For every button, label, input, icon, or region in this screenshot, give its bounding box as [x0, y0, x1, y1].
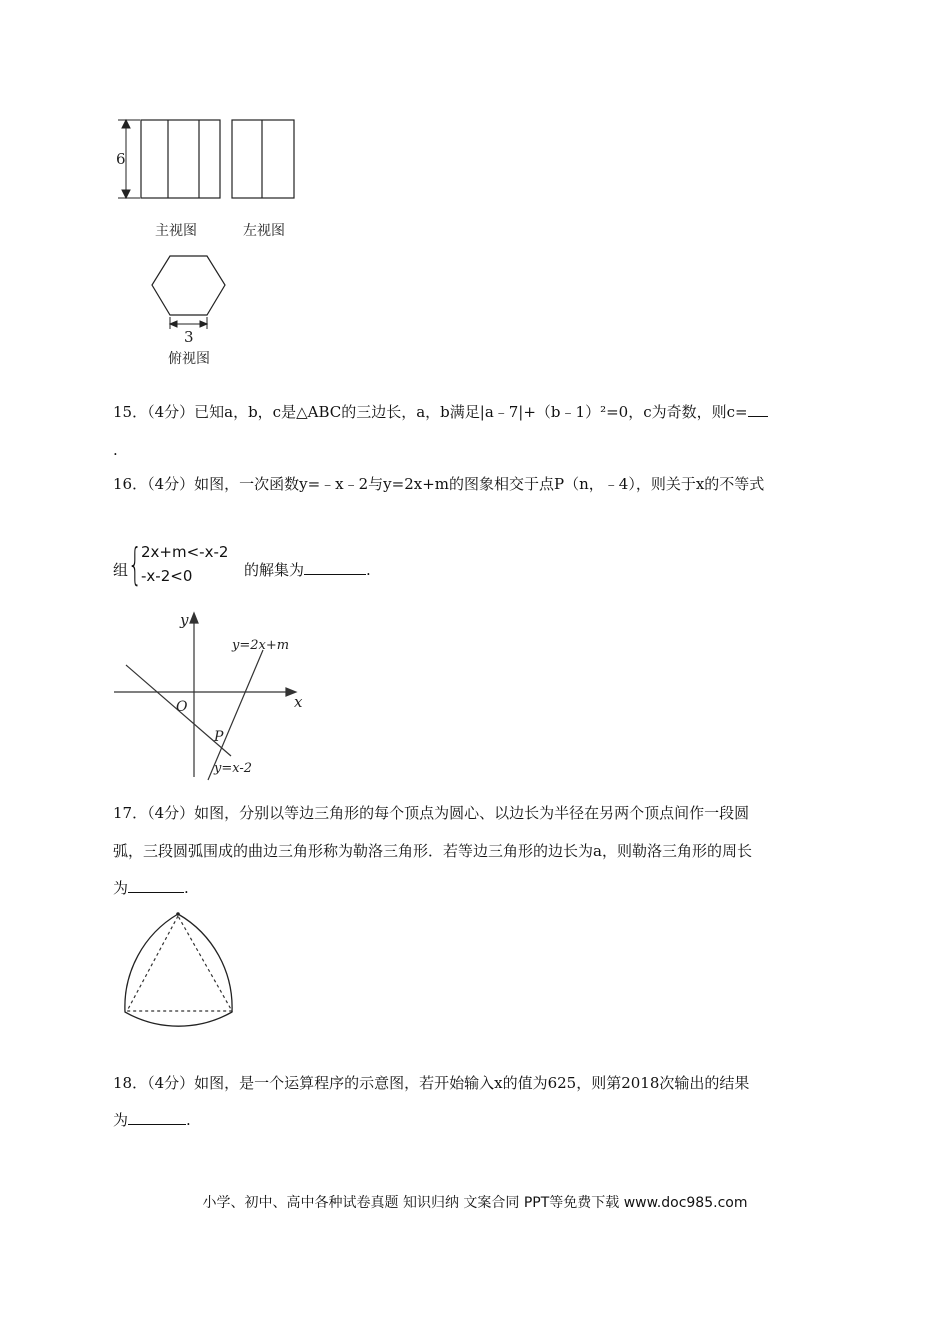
answer-blank-18	[128, 1110, 186, 1125]
x-axis	[114, 688, 296, 696]
question-17-line3	[113, 878, 189, 898]
three-views-figure	[110, 110, 310, 370]
inequality-1: 2x+m<-x-2	[141, 543, 229, 561]
question-17-line2: 弧，三段圆弧围成的曲边三角形称为勒洛三角形．若等边三角形的边长为a，则勒洛三角形的周长	[113, 842, 752, 860]
inequality-2: -x-2<0	[141, 567, 193, 585]
y-axis	[190, 613, 198, 777]
question-18-line1: 18．（4分）如图，是一个运算程序的示意图，若开始输入x的值为625，则第2018次输出的结果	[113, 1074, 750, 1092]
equilateral-triangle	[127, 916, 232, 1011]
top-view-caption: 俯视图	[168, 351, 210, 367]
answer-blank-16	[304, 560, 366, 575]
page-footer: 小学、初中、高中各种试卷真题 知识归纳 文案合同 PPT等免费下载 www.doc985.com	[202, 1195, 748, 1211]
line-2x-plus-m-label: y=2x+m	[232, 638, 290, 653]
origin-label: O	[176, 699, 188, 715]
top-width-label: 3	[184, 328, 194, 346]
question-16-suffix	[244, 560, 371, 580]
line-neg-x-minus-2-label: y=x-2	[214, 761, 253, 776]
question-16-prefix: 组	[113, 561, 129, 579]
question-18-prefix: 为	[113, 1111, 129, 1129]
point-p-label: P	[214, 729, 224, 745]
answer-blank-17	[128, 878, 184, 893]
answer-blank-15	[748, 402, 768, 417]
question-17-prefix: 为	[113, 879, 129, 897]
left-view-caption: 左视图	[243, 223, 285, 239]
question-16-end: .	[366, 561, 371, 579]
question-18-end: .	[186, 1111, 191, 1129]
reuleaux-triangle-figure	[115, 905, 245, 1030]
inequality-system-brace: {	[128, 539, 142, 590]
question-15-end: .	[113, 441, 118, 459]
triangle-vertex-top	[176, 912, 180, 916]
linear-functions-graph	[110, 605, 310, 785]
inequality-system	[141, 540, 228, 588]
question-17-end: .	[184, 879, 189, 897]
reuleaux-arcs	[125, 914, 232, 1026]
left-view	[232, 120, 294, 198]
question-17-line1: 17．（4分）如图，分别以等边三角形的每个顶点为圆心、以边长为半径在另两个顶点间作一段圆	[113, 804, 750, 822]
top-view	[152, 256, 225, 315]
question-15-text: 15．（4分）已知a，b，c是△ABC的三边长，a，b满足|a﹣7|+（b﹣1）²=0，c为奇数，则c=	[113, 403, 748, 421]
x-axis-label: x	[294, 693, 303, 711]
front-view-caption: 主视图	[155, 223, 197, 239]
y-axis-label: y	[180, 611, 189, 629]
question-15	[113, 402, 768, 422]
question-16-line1: 16．（4分）如图，一次函数y=﹣x﹣2与y=2x+m的图象相交于点P（n，﹣4），则关于x的不等式	[113, 475, 765, 493]
height-label: 6	[116, 150, 126, 168]
question-18-line2	[113, 1110, 191, 1130]
front-view	[141, 120, 220, 198]
question-16-suffix-text: 的解集为	[244, 561, 305, 579]
